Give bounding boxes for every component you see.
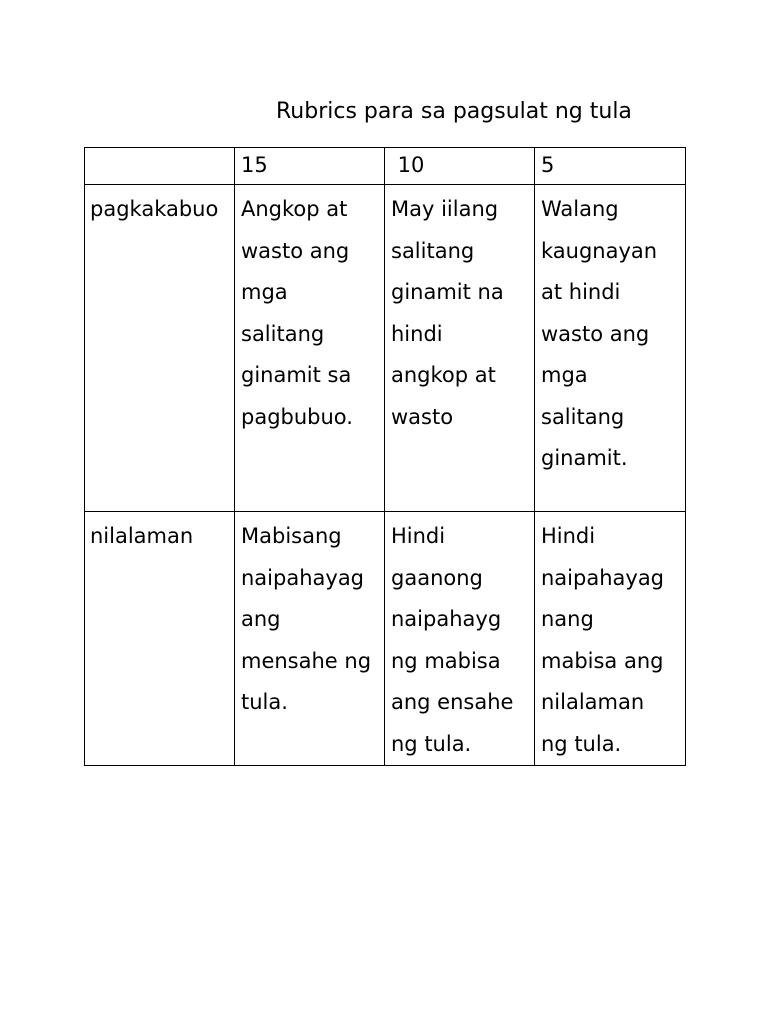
cell-line: ang ensahe bbox=[391, 690, 514, 714]
cell-line: hindi bbox=[391, 321, 443, 346]
cell-line: pagbubuo. bbox=[241, 404, 353, 429]
page-title: Rubrics para sa pagsulat ng tula bbox=[276, 99, 632, 124]
rubric-table bbox=[84, 147, 686, 766]
cell-line: wasto ang bbox=[541, 321, 650, 346]
cell-line: at hindi bbox=[541, 280, 621, 304]
cell-line: wasto bbox=[391, 404, 454, 429]
cell-line: salitang bbox=[241, 321, 325, 346]
cell-line: mensahe ng bbox=[241, 648, 372, 673]
cell-line: May iilang bbox=[391, 197, 499, 221]
cell-line: Walang bbox=[541, 197, 619, 221]
cell-line: ginamit sa bbox=[241, 363, 352, 387]
header-cell-5: 5 bbox=[535, 148, 686, 185]
score-10-cell bbox=[385, 512, 535, 766]
cell-line: mga bbox=[241, 280, 288, 304]
table-row bbox=[85, 512, 686, 766]
score-5-cell bbox=[535, 512, 686, 766]
header-cell-15: 15 bbox=[235, 148, 385, 185]
header-cell-10: 10 bbox=[385, 148, 535, 185]
cell-line: gaanong bbox=[391, 565, 483, 590]
score-5-cell bbox=[535, 185, 686, 512]
cell-line: mabisa ang bbox=[541, 648, 664, 673]
cell-line: angkop at bbox=[391, 363, 496, 387]
cell-line: ginamit na bbox=[391, 280, 504, 304]
score-10-cell bbox=[385, 185, 535, 512]
table-row bbox=[85, 185, 686, 512]
cell-line: Hindi bbox=[391, 524, 446, 548]
cell-line: ng mabisa bbox=[391, 648, 501, 673]
cell-line: salitang bbox=[541, 404, 625, 429]
cell-line: Hindi bbox=[541, 524, 596, 548]
cell-line: ng tula. bbox=[391, 731, 472, 756]
criterion-cell: pagkakabuo bbox=[85, 185, 235, 512]
cell-line: nilalaman bbox=[541, 690, 645, 714]
cell-line: nang bbox=[541, 607, 594, 631]
cell-line: Angkop at bbox=[241, 197, 348, 221]
score-15-cell bbox=[235, 185, 385, 512]
cell-line: kaugnayan bbox=[541, 238, 658, 263]
cell-line: tula. bbox=[241, 690, 288, 714]
cell-line: ang bbox=[241, 607, 281, 631]
header-cell-criterion bbox=[85, 148, 235, 185]
cell-line: naipahayag bbox=[541, 565, 665, 590]
criterion-cell: nilalaman bbox=[85, 512, 235, 766]
cell-line: ng tula. bbox=[541, 731, 622, 756]
score-15-cell bbox=[235, 512, 385, 766]
cell-line: naipahayg bbox=[391, 607, 502, 631]
cell-line: wasto ang bbox=[241, 238, 350, 263]
cell-line: salitang bbox=[391, 238, 475, 263]
cell-line: Mabisang bbox=[241, 524, 342, 548]
cell-line: mga bbox=[541, 363, 588, 387]
table-header-row bbox=[85, 148, 686, 185]
cell-line: ginamit. bbox=[541, 446, 628, 470]
cell-line: naipahayag bbox=[241, 565, 365, 590]
